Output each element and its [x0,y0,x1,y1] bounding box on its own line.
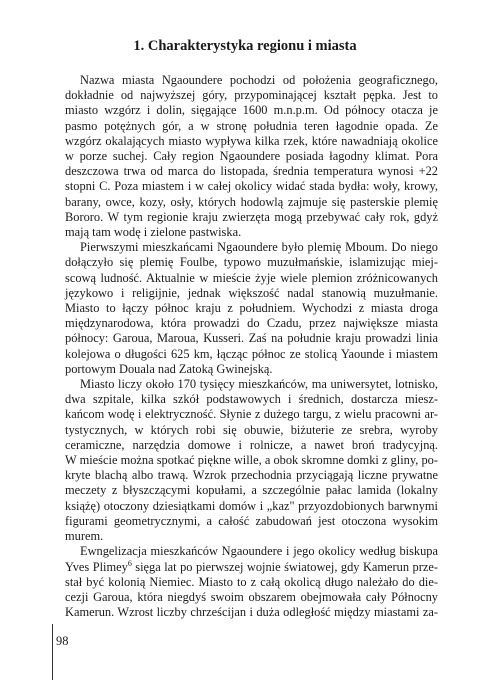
text-line: dokładnie od najwyższej góry, przypominającej kształt pępka. Jest to [65,88,438,103]
paragraph-2 [50,240,438,377]
text-line: murem. [65,529,104,544]
text-line: W mieście można spotkać piękne wille, a obok skromne domki z gliny, po- [65,453,438,468]
text-line: barany, owce, kozy, osły, których hodowlą zajmuje się pasterskie plemię [65,194,438,209]
text-line: Miasto liczy około 170 tysięcy mieszkańców, ma uniwersytet, lotnisko, [80,377,438,392]
text-line: Bororo. W tym regionie kraju zwierzęta mogą przebywać cały rok, gdyż [65,209,438,224]
text-line: w porze suchej. Cały region Ngaoundere posiada łagodny klimat. Pora [65,149,438,164]
page-number: 98 [56,634,69,648]
paragraph-3 [50,377,438,544]
body-text [50,73,438,620]
text-line: językowo i religijnie, jednak większość nadal stanowią muzułmanie. [65,285,438,300]
text-line: scową ludność. Aktualnie w mieście żyje wiele plemion zróżnicowanych [65,270,438,285]
text-line: pasmo potężnych gór, a w stronę południa teren łagodnie opada. Ze [65,118,438,133]
text-line: portowym Douala nad Zatoką Gwinejską. [65,361,273,376]
text-line: wzgórz okalających miasto wypływa kilka rzek, które nawadniają okolice [65,133,438,148]
section-heading: 1. Charakterystyka regionu i miasta [133,38,357,54]
text-line: miasto wzgórz i dolin, sięgające 1600 m.n.p.m. Od północy otacza je [65,103,438,118]
text-line: mają tam wodę i zielone pastwiska. [65,225,242,240]
text-fragment: sięga lat po pierwszej wojnie światowej, gdy Kamerun prze- [131,559,438,574]
text-line: meczety z błyszczącymi kopułami, a szczególnie pałac lamida (lokalny [65,483,438,498]
text-line: tystycznych, w których robi się obuwie, biżuterie ze srebra, wyroby [65,422,438,437]
text-line: międzynarodowa, która prowadzi do Czadu, przez największe miasta [65,316,438,331]
text-line: dołączyło się plemię Foulbe, typowo muzułmańskie, islamizując miej- [65,255,438,270]
text-line: kryte blachą albo trawą. Wzrok przechodnia przyciągają liczne prywatne [65,468,438,483]
text-line: Nazwa miasta Ngaoundere pochodzi od położenia geograficznego, [80,73,438,87]
text-line: cezji Garoua, która niegdyś swoim obszarem obejmowała cały Północny [65,589,438,604]
text-line: stopni C. Poza miastem i w całej okolicy widać stada bydła: woły, krowy, [65,179,438,194]
text-line: Pierwszymi mieszkańcami Ngaoundere było plemię Mboum. Do niego [80,240,438,255]
text-line: ceramiczne, narzędzia domowe i rolnicze, a nawet broń tradycyjną. [65,437,438,452]
text-fragment: Yves Plimey [65,559,128,574]
text-line: książę) otoczony dziesiątkami domów i „kaz" przyozdobionych barwnymi [65,498,438,513]
footnote-marker[interactable]: 6 [127,558,132,568]
text-line: Ewngelizacja mieszkańców Ngaoundere i jego okolicy według biskupa [80,544,438,559]
text-line: północy: Garoua, Maroua, Kusseri. Zaś na południe kraju prowadzi linia [65,331,438,346]
text-line-with-footnote [50,560,438,575]
text-line: dwa szpitale, kilka szkół podstawowych i średnich, dostarcza miesz- [65,392,438,407]
text-line: stał być kolonią Niemiec. Miasto to z całą okolicą długo należało do die- [65,574,438,589]
text-line: deszczowa trwa od marca do listopada, średnia temperatura wynosi +22 [65,164,438,179]
footer-rule [52,624,53,680]
paragraph-4 [50,544,438,620]
text-line: kolejowa o długości 625 km, łącząc północ ze stolicą Yaounde i miastem [65,346,438,361]
text-line: kańcom wodę i elektryczność. Słynie z dużego targu, z wielu pracowni ar- [65,407,438,422]
text-line: Miasto to łączy północ kraju z południem. Wychodzi z miasta droga [65,301,438,316]
text-line: figurami geometrycznymi, a całość zabudowań jest otoczona wysokim [65,513,438,528]
text-line: Kamerun. Wzrost liczby chrześcijan i duża odległość między miastami za- [65,605,438,620]
paragraph-1 [50,73,438,240]
